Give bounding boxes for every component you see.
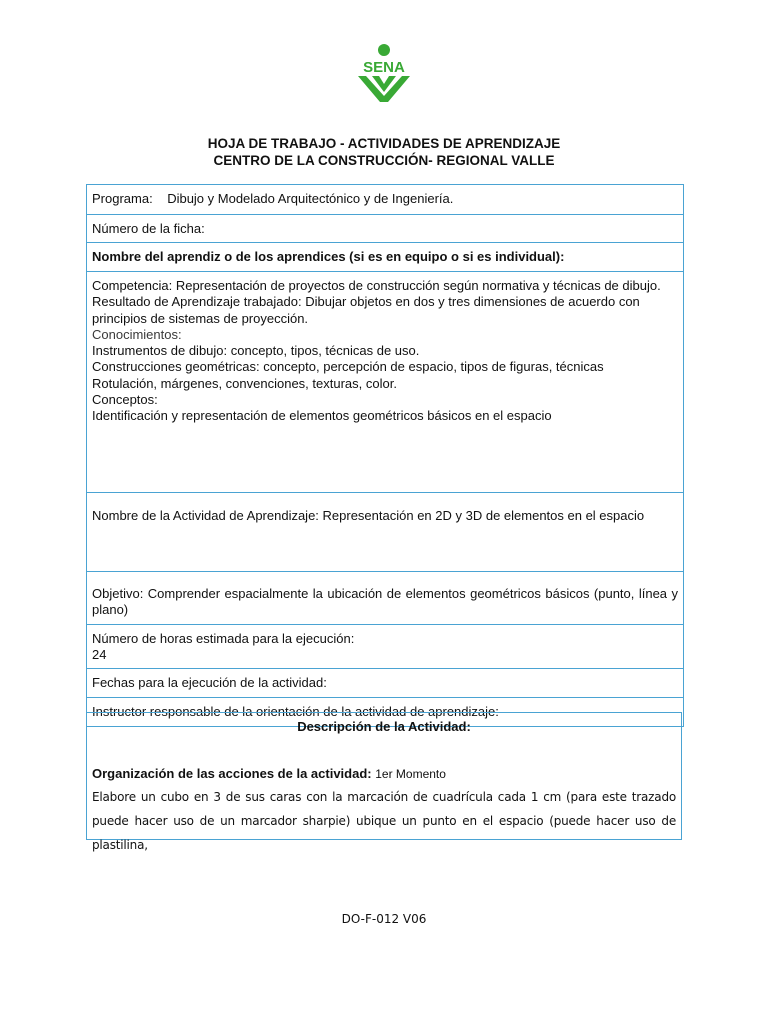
horas-value: 24 [92,647,107,663]
instructor-label: Instructor responsable de la orientación de la actividad de aprendizaje: [92,704,499,719]
objetivo-text: Objetivo: Comprender espacialmente la ubicación de elementos geométricos básicos (punto, línea y plano) [92,586,678,618]
programa-label: Programa: [92,191,153,206]
sena-logo [352,42,416,106]
resultado-text: Resultado de Aprendizaje trabajado: Dibujar objetos en dos y tres dimensiones de acuerdo con principios de sistemas de proyección. [92,294,640,326]
fechas-row [87,669,683,698]
programa-row [87,185,683,215]
competencia-text: Competencia: Representación de proyectos de construcción según normativa y técnicas de dibujo. [92,278,661,293]
actividad-text: Nombre de la Actividad de Aprendizaje: Representación en 2D y 3D de elementos en el espacio [92,508,645,523]
activity-info-table [86,184,684,727]
actividad-row [87,493,683,572]
horas-row [87,625,683,669]
programa-value: Dibujo y Modelado Arquitectónico y de Ingeniería. [167,191,454,206]
conceptos-label: Conceptos: [92,392,158,408]
concepto-item: Identificación y representación de elementos geométricos básicos en el espacio [92,408,552,424]
description-paragraph: Elabore un cubo en 3 de sus caras con la marcación de cuadrícula cada 1 cm (para este trazado puede hacer uso de un marcador sharpie) ubique un punto en el espacio (puede hacer uso de plastilina, [92,790,676,852]
conocimiento-item: Rotulación, márgenes, convenciones, texturas, color. [92,375,397,391]
competencia-row [87,272,683,493]
sheet-title: HOJA DE TRABAJO - ACTIVIDADES DE APRENDIZAJE [207,136,561,151]
horas-label: Número de horas estimada para la ejecución: [92,631,355,646]
activity-description-box [86,712,682,852]
ficha-row [87,215,683,243]
fechas-label: Fechas para la ejecución de la actividad: [92,675,327,690]
organization-line [92,766,676,781]
conocimientos-label: Conocimientos: [92,326,182,342]
document-code: DO-F-012 V06 [341,912,427,926]
sena-logo-text: SENA [363,59,405,76]
conocimiento-item: Instrumentos de dibujo: concepto, tipos, técnicas de uso. [92,343,420,359]
description-title: Descripción de la Actividad: [297,719,471,734]
objetivo-row [87,572,683,625]
aprendiz-label: Nombre del aprendiz o de los aprendices (si es en equipo o si es individual): [92,249,565,264]
center-title: CENTRO DE LA CONSTRUCCIÓN- REGIONAL VALLE [213,153,555,168]
organization-label: Organización de las acciones de la actividad: [92,766,372,781]
moment-label: 1er Momento [375,767,446,781]
ficha-label: Número de la ficha: [92,221,205,236]
conocimiento-item: Construcciones geométricas: concepto, percepción de espacio, tipos de figuras, técnicas [92,359,604,375]
aprendiz-row [87,243,683,272]
